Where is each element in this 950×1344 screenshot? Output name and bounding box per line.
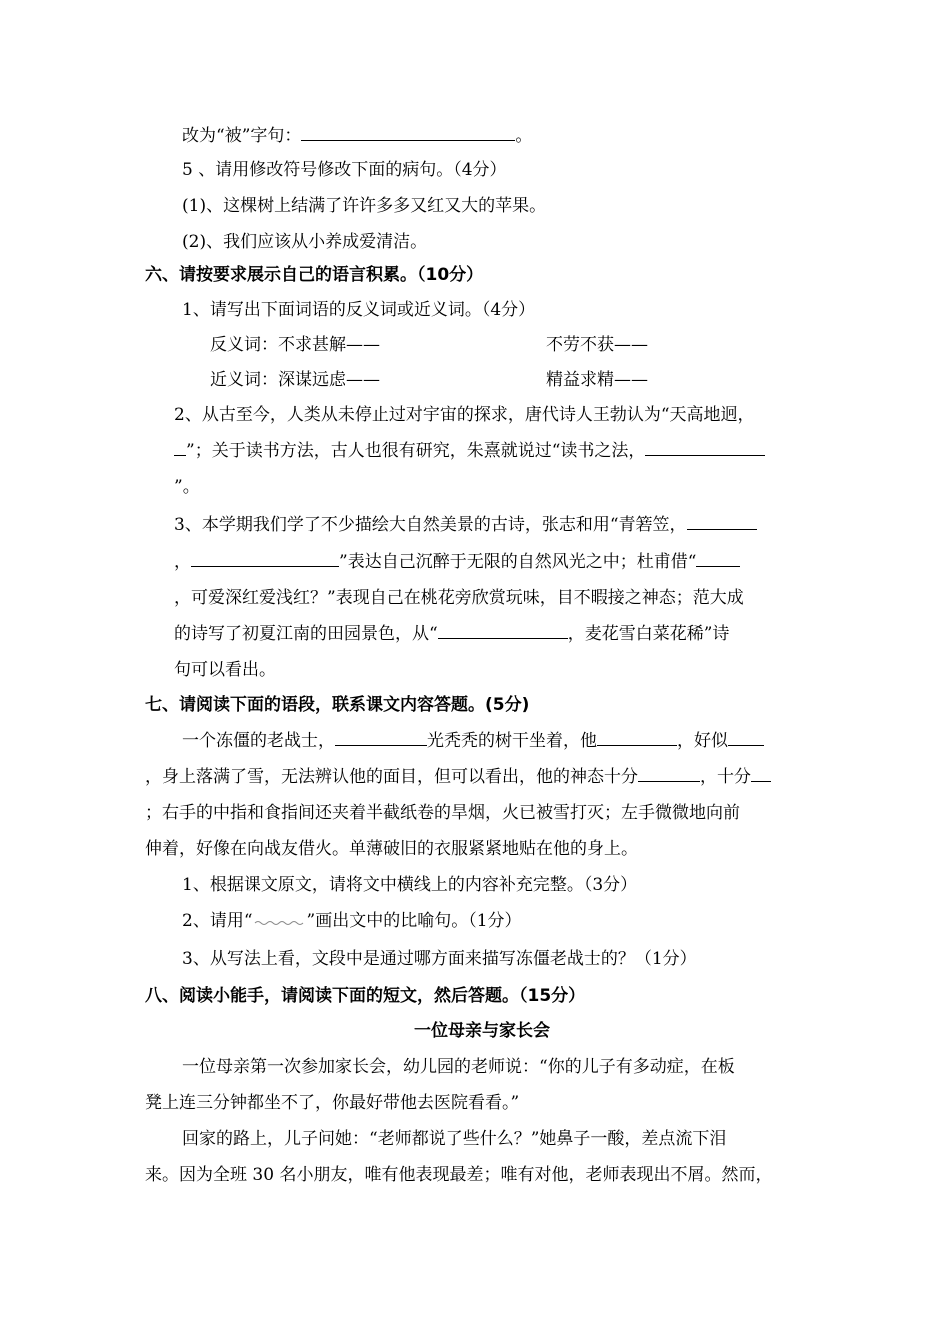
sec7-q2	[182, 910, 522, 932]
answer-blank[interactable]	[174, 440, 186, 456]
wavy-line-icon	[253, 912, 307, 926]
answer-blank[interactable]	[687, 514, 757, 530]
sec6-q3-line4-text-b: ，麦花雪白菜花稀”诗	[567, 624, 730, 644]
article-p2-line2: 来。因为全班 30 名小朋友，唯有他表现最差；唯有对他，老师表现出不屑。然而，	[145, 1165, 773, 1185]
section-8-heading: 八、阅读小能手，请阅读下面的短文，然后答题。（15分）	[145, 986, 586, 1006]
sec6-q3-line2	[174, 551, 740, 573]
answer-blank[interactable]	[696, 551, 740, 567]
sec7-p1-c: ，好似	[677, 731, 728, 751]
sec7-p1-a: 一个冻僵的老战士，	[182, 731, 335, 751]
sec7-p2-b: ，十分	[700, 767, 751, 787]
answer-blank[interactable]	[301, 125, 515, 141]
antonym-item-a: 反义词：不求甚解——	[210, 335, 380, 355]
sick-sentence-1: (1)、这棵树上结满了许许多多又红又大的苹果。	[182, 196, 547, 216]
answer-blank[interactable]	[645, 440, 765, 456]
bei-suffix: 。	[515, 126, 533, 146]
sec7-p1-b: 光秃秃的树干坐着，他	[427, 731, 597, 751]
antonym-item-b: 不劳不获——	[546, 335, 648, 355]
sec6-q2-line2-text: ”；关于读书方法，古人也很有研究，朱熹就说过“读书之法，	[186, 441, 646, 461]
sec7-para-line3: ；右手的中指和食指间还夹着半截纸卷的旱烟，火已被雪打灭；左手微微地向前	[145, 803, 740, 823]
section-6-heading: 六、请按要求展示自己的语言积累。（10分）	[145, 265, 484, 285]
sec6-q3-line1-text: 3、本学期我们学了不少描绘大自然美景的古诗，张志和用“青箬笠，	[174, 515, 687, 535]
sec6-q2-line1: 2、从古至今，人类从未停止过对宇宙的探求，唐代诗人王勃认为“天高地迥，	[174, 405, 755, 425]
sec7-para-line1	[182, 730, 764, 752]
sec6-q1: 1、请写出下面词语的反义词或近义词。（4分）	[182, 300, 536, 320]
bei-sentence-line	[182, 125, 532, 147]
sec7-q2-b: ”画出文中的比喻句。（1分）	[306, 911, 522, 931]
section-7-heading: 七、请阅读下面的语段，联系课文内容答题。(5分)	[145, 695, 530, 715]
comma: ，	[174, 552, 191, 572]
synonym-item-a: 近义词：深谋远虑——	[210, 370, 380, 390]
sec6-q3-line5: 句可以看出。	[174, 660, 276, 680]
sec6-q2-line2	[174, 440, 765, 462]
sec6-q3-line3: ，可爱深红爱浅红？”表现自己在桃花旁欣赏玩味，目不暇接之神态；范大成	[174, 588, 744, 608]
sec7-para-line4: 伸着，好像在向战友借火。单薄破旧的衣服紧紧地贴在他的身上。	[145, 839, 638, 859]
sec6-q3-line4-text-a: 的诗写了初夏江南的田园景色，从“	[174, 624, 438, 644]
sec7-q2-a: 2、请用“	[182, 911, 253, 931]
answer-blank[interactable]	[751, 766, 771, 782]
article-p1-line2: 凳上连三分钟都坐不了，你最好带他去医院看看。”	[145, 1093, 520, 1113]
answer-blank[interactable]	[728, 730, 764, 746]
article-p1-line1: 一位母亲第一次参加家长会，幼儿园的老师说：“你的儿子有多动症，在板	[182, 1057, 735, 1077]
answer-blank[interactable]	[638, 766, 700, 782]
sec7-p2-a: ，身上落满了雪，无法辨认他的面目，但可以看出，他的神态十分	[145, 767, 638, 787]
q5-title: 5 、请用修改符号修改下面的病句。（4分）	[182, 160, 507, 180]
sec6-q3-line4	[174, 623, 729, 645]
article-p2-line1: 回家的路上，儿子问她：“老师都说了些什么？”她鼻子一酸，差点流下泪	[182, 1129, 727, 1149]
bei-prefix: 改为“被”字句：	[182, 126, 302, 146]
answer-blank[interactable]	[438, 623, 568, 639]
sec7-para-line2	[145, 766, 771, 788]
sec6-q3-line1	[174, 514, 757, 536]
sec7-q1: 1、根据课文原文，请将文中横线上的内容补充完整。（3分）	[182, 875, 638, 895]
sec6-q3-line2-text: ”表达自己沉醉于无限的自然风光之中；杜甫借“	[339, 552, 697, 572]
answer-blank[interactable]	[335, 730, 427, 746]
sec7-q3: 3、从写法上看，文段中是通过哪方面来描写冻僵老战士的？（1分）	[182, 949, 697, 969]
answer-blank[interactable]	[191, 551, 339, 567]
answer-blank[interactable]	[597, 730, 677, 746]
article-title: 一位母亲与家长会	[414, 1021, 550, 1041]
sec6-q2-line3: ”。	[174, 477, 200, 497]
synonym-item-b: 精益求精——	[546, 370, 648, 390]
sick-sentence-2: (2)、我们应该从小养成爱清洁。	[182, 232, 428, 252]
